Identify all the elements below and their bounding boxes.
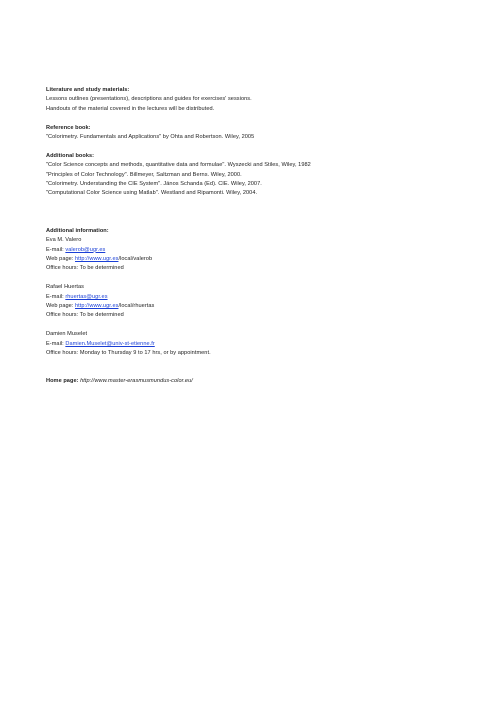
office-hours: Office hours: To be determined	[46, 265, 124, 272]
web-link[interactable]: http://www.ugr.es	[75, 256, 119, 263]
literature-heading: Literature and study materials:	[46, 87, 130, 93]
book-line: "Colorimetry. Understanding the CIE System". János Schanda (Ed). CIE. Wiley, 2007.	[46, 181, 262, 188]
contact-email-row	[46, 246, 466, 255]
homepage-label: Home page:	[46, 377, 79, 384]
homepage-row	[46, 377, 466, 386]
office-hours: Office hours: Monday to Thursday 9 to 17 hrs, or by appointment.	[46, 350, 211, 357]
email-link[interactable]: valerob@ugr.es	[65, 246, 106, 253]
contact-web-row	[46, 255, 466, 264]
email-label: E-mail:	[46, 246, 66, 253]
additional-info-heading: Additional information:	[46, 227, 109, 234]
literature-line: Lessons outlines (presentations), descriptions and guides for exercises' sessions.	[46, 96, 252, 103]
web-link[interactable]: http://www.ugr.es	[75, 303, 119, 310]
email-link[interactable]: Damien.Muselet@univ-st-etienne.fr	[65, 340, 155, 347]
email-label: E-mail:	[46, 340, 66, 347]
document-content	[46, 86, 466, 386]
office-hours: Office hours: To be determined	[46, 312, 124, 319]
homepage-url[interactable]: http://www.master-erasmusmundus-color.eu/	[80, 377, 193, 384]
contact-name: Rafael Huertas	[46, 284, 85, 291]
contact-email-row	[46, 340, 466, 349]
contact-web-row	[46, 302, 466, 311]
contact-email-row	[46, 293, 466, 302]
book-line: "Principles of Color Technology". Billmeyer, Saltzman and Berns. Wiley, 2000.	[46, 171, 242, 178]
web-suffix: /local/valerob	[118, 256, 153, 263]
web-suffix: /local/rhuertas	[118, 303, 155, 310]
literature-line: Handouts of the material covered in the lectures will be distributed.	[46, 105, 215, 112]
additional-books-heading: Additional books:	[46, 152, 95, 159]
book-line: "Computational Color Science using Matlab". Westland and Ripamonti. Wiley, 2004.	[46, 190, 258, 197]
contact-name: Eva M. Valero	[46, 237, 82, 244]
email-label: E-mail:	[46, 293, 66, 300]
web-label: Web page:	[46, 256, 76, 263]
reference-line: "Colorimetry. Fundamentals and Applications" by Ohta and Robertson. Wiley, 2005	[46, 134, 255, 141]
contact-name: Damien Muselet	[46, 331, 88, 338]
book-line: "Color Science concepts and methods, quantitative data and formulae". Wyszecki and Stiles, Wiley, 1982	[46, 162, 311, 169]
email-link[interactable]: rhuertas@ugr.es	[65, 293, 108, 300]
web-label: Web page:	[46, 303, 76, 310]
reference-heading: Reference book:	[46, 124, 91, 131]
